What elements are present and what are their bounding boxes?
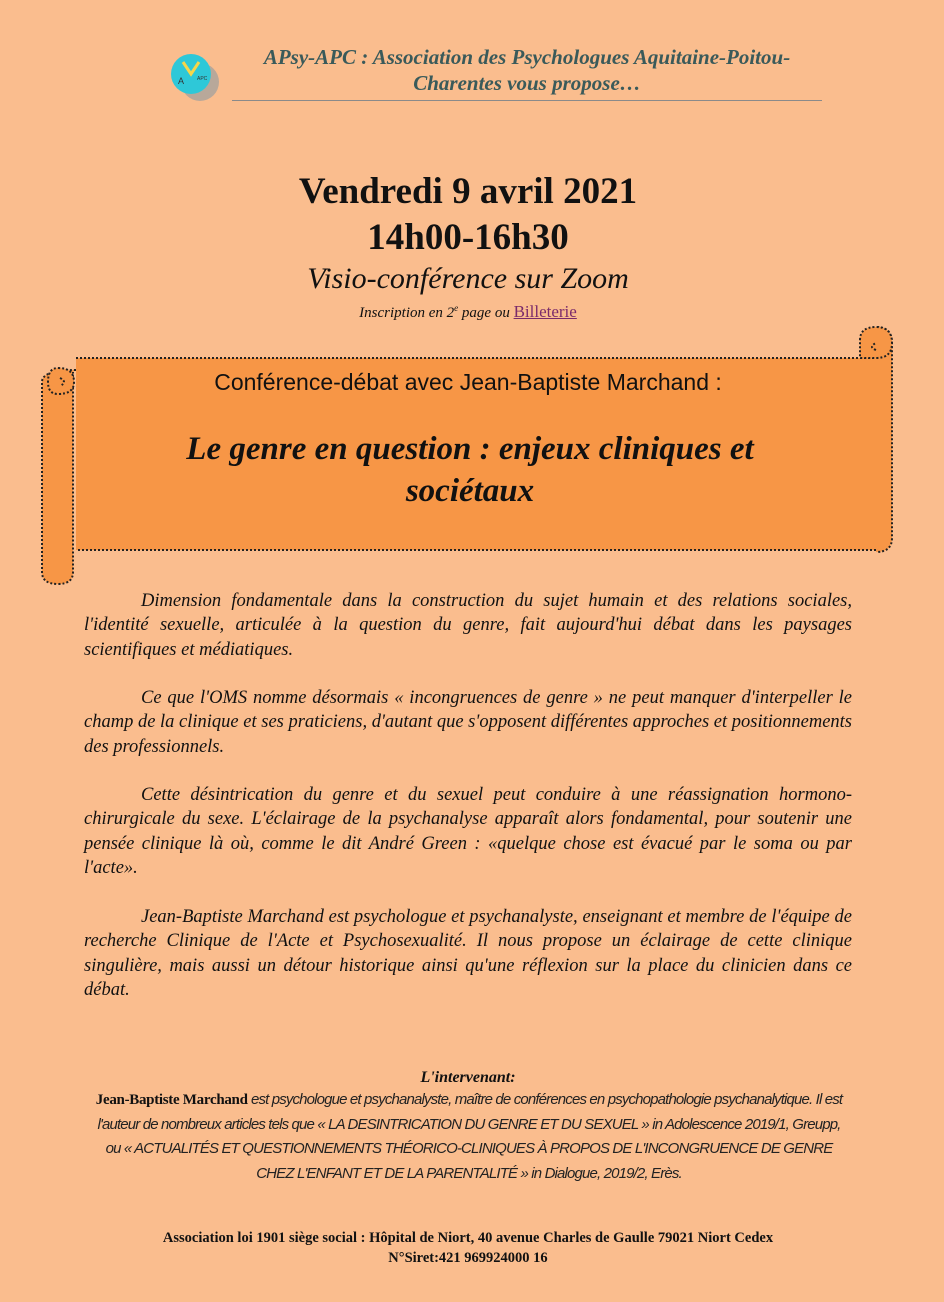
svg-text:A: A: [178, 76, 185, 86]
conference-title: [120, 428, 820, 512]
footer-siret: N°Siret:421 969924000 16: [388, 1250, 548, 1266]
speaker-bio: [92, 1088, 846, 1186]
speaker-bio-text: est psychologue et psychanalyste, maître de conférences en psychopathologie psychanalytique. Il est l'auteur de nombreux articles tels que « LA DESINTRICATION DU GENRE ET DU SEXUEL » in Adolescence 2019/1, Greupp, ou « ACTUALITÉS ET QUESTIONNEMENTS THÉORICO-CLINIQUES À PROPOS DE L'INCONGRUENCE DE GENRE CHEZ L'ENFANT ET DE LA PARENTALITÉ » in Dialogue, 2019/2, Erès.: [97, 1091, 843, 1182]
inscription-superscript: e: [454, 303, 459, 313]
speaker-heading: L'intervenant:: [420, 1069, 516, 1086]
logo-text: APC: [197, 76, 208, 82]
ticket-link[interactable]: Billeterie: [513, 302, 577, 321]
event-venue: Visio-conférence sur Zoom: [307, 262, 629, 295]
conference-title-line-2: sociétaux: [405, 473, 535, 509]
conference-title-line-1: Le genre en question : enjeux cliniques et: [186, 431, 754, 467]
event-date: Vendredi 9 avril 2021: [298, 171, 638, 212]
description-paragraph-2: Ce que l'OMS nomme désormais « incongruences de genre » ne peut manquer d'interpeller le champ de la clinique et ses praticiens, d'autant que s'opposent différentes approches et positionnements des professionnels.: [84, 688, 853, 757]
org-title-line-1: APsy-APC : Association des Psychologues Aquitaine-Poitou-: [263, 45, 791, 69]
conference-subtitle: Conférence-débat avec Jean-Baptiste Marchand :: [214, 369, 722, 395]
description-paragraph-4: Jean-Baptiste Marchand est psychologue et psychanalyste, enseignant et membre de l'équipe de recherche Clinique de l'Acte et Psychosexualité. Il nous propose un éclairage de cette clinique singulière, mais aussi un détour historique ainsi qu'une réflexion sur la place du clinicien dans ce débat.: [84, 907, 852, 1000]
org-title-line-2: Charentes vous propose…: [413, 71, 641, 95]
footer-address: Association loi 1901 siège social : Hôpital de Niort, 40 avenue Charles de Gaulle 79021 Niort Cedex: [162, 1230, 774, 1246]
inscription-text: Inscription en 2: [359, 305, 455, 321]
speaker-name: Jean-Baptiste Marchand: [95, 1092, 248, 1108]
inscription-text-2: page ou: [458, 305, 514, 321]
event-time: 14h00-16h30: [367, 217, 569, 258]
description-paragraph-1: Dimension fondamentale dans la construction du sujet humain et des relations sociales, l'identité sexuelle, articulée à la question du genre, fait aujourd'hui débat dans les paysages scientifiques et médiatiques.: [84, 591, 852, 660]
description-paragraph-3: Cette désintrication du genre et du sexuel peut conduire à une réassignation hormono-chirurgicale du sexe. L'éclairage de la psychanalyse apparaît alors fondamental, pour soutenir une pensée clinique là où, comme le dit André Green : «quelque chose est évacué par le soma ou par l'acte».: [84, 785, 852, 878]
